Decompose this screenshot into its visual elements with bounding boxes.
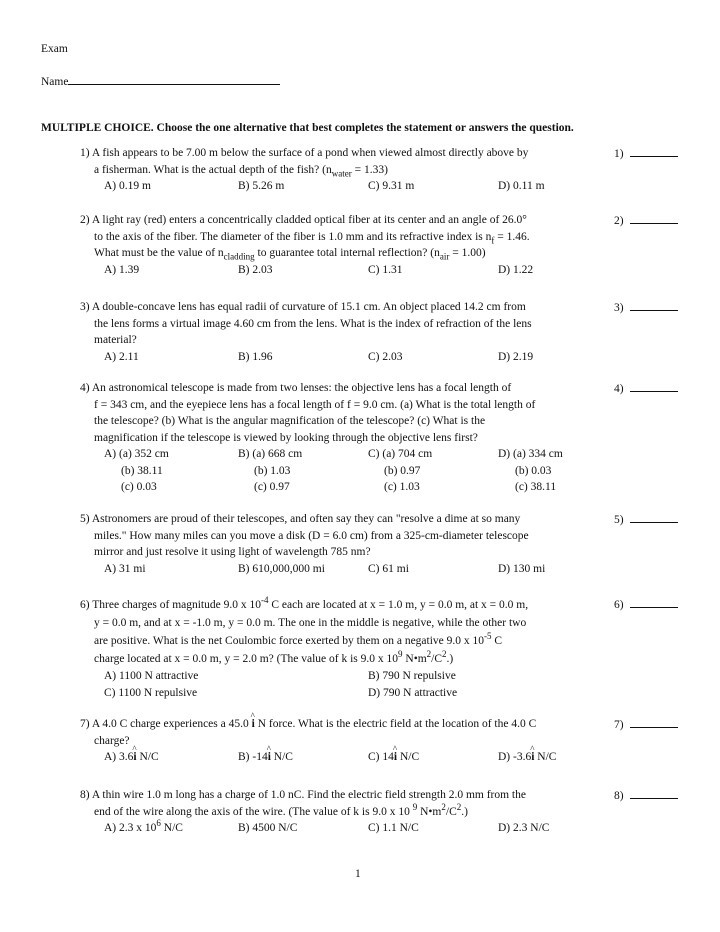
page-number: 1: [355, 868, 361, 880]
choice-d[interactable]: D) 0.11 m: [498, 180, 545, 192]
question-7: [80, 716, 600, 766]
question-8-text: 8) A thin wire 1.0 m long has a charge of 1.0 nC. Find the electric field strength 2.0 mm from the end of the wire along the axis of the wire. (The value of k is 9.0 x 10 $^9$ $N•m^2/C^2$.): [80, 789, 526, 818]
answer-blank-3[interactable]: 3): [614, 299, 678, 317]
choice-c[interactable]: C) 2.03: [368, 350, 403, 363]
instructions: MULTIPLE CHOICE. Choose the one alternative that best completes the statement or answers the question.: [41, 122, 574, 134]
choice-b[interactable]: B) 790 N repulsive: [368, 670, 456, 682]
choice-d[interactable]: D) 790 N attractive: [368, 686, 458, 699]
question-6: [80, 596, 600, 701]
choice-d[interactable]: D) 130 mi: [498, 562, 546, 575]
question-8-choices: [80, 820, 600, 837]
choice-d[interactable]: D) 1.22: [498, 263, 534, 276]
question-6-choices-row2: [80, 685, 600, 702]
choice-a[interactable]: A) 2.11: [104, 350, 139, 363]
question-8: [80, 787, 600, 837]
choice-c[interactable]: C) (a) 704 cm: [368, 448, 433, 460]
answer-blank-5[interactable]: 5): [614, 511, 678, 529]
question-6-text: 6) Three charges of magnitude 9.0 x $10^{-4}$ C each are located at x = 1.0 m, y = 0.0 m, at x = 0.0 m, y = 0.0 m, and at x = -1.0 m, y = 0.0 m. The one in the middle is negative, while the other two are positive. What is the net Coulombic force exerted by them on a negative 9.0 x $10^{-5}$ C charge located at x = 0.0 m, y = 2.0 m? (The value of k is 9.0 x $10^9$ $N•m^2/C^2$.): [80, 595, 529, 665]
question-4-choices: [80, 446, 600, 463]
choice-d[interactable]: D) 2.3 N/C: [498, 822, 550, 834]
question-2: [80, 212, 600, 278]
choice-a[interactable]: A) 31 mi: [104, 562, 146, 575]
question-3-text: 3) A double-concave lens has equal radii of curvature of 15.1 cm. An object placed 14.2 cm from the lens forms a virtual image 4.60 cm from the lens. What is the index of refraction of the lens material?: [80, 301, 532, 346]
name-label: Name: [41, 76, 69, 88]
question-1: [80, 145, 600, 195]
question-2-text: 2) A light ray (red) enters a concentrically cladded optical fiber at its center and an angle of 26.0° to the axis of the fiber. The diameter of the fiber is 1.0 mm and its refractive index is $n_f = 1.46$. What must be the value of $n_{cladding}$ to guarantee total internal reflection? $(n_{air} = 1.00)$: [80, 214, 530, 262]
question-7-choices: [80, 749, 600, 766]
choice-a[interactable]: A) 3.6^ i N/C: [104, 749, 159, 766]
choice-c[interactable]: C) 14^ i N/C: [368, 749, 419, 766]
question-4-sub-c: (c) 0.03 (c) 0.97 (c) 1.03 (c) 38.11: [121, 481, 557, 493]
choice-a[interactable]: A) 1.39: [104, 263, 140, 276]
choice-a[interactable]: A) (a) 352 cm: [104, 448, 169, 460]
choice-a[interactable]: A) 0.19 m: [104, 180, 151, 192]
answer-blank-4[interactable]: 4): [614, 380, 678, 398]
choice-c[interactable]: C) 61 mi: [368, 562, 409, 575]
choice-a[interactable]: A) 1100 N attractive: [104, 670, 199, 682]
choice-d[interactable]: D) (a) 334 cm: [498, 448, 563, 460]
choice-c[interactable]: C) 1100 N repulsive: [104, 686, 198, 699]
exam-title: Exam: [41, 43, 68, 55]
question-4-text: 4) An astronomical telescope is made from two lenses: the objective lens has a focal length of f = 343 cm, and the eyepiece lens has a focal length of f = 9.0 cm. (a) What is the total length of the telescope? (b) What is the angular magnification of the telescope? (c) What is the magnification if the telescope is viewed by looking through the objective lens first?: [80, 382, 536, 444]
choice-b[interactable]: B) 1.96: [238, 350, 273, 363]
question-3: [80, 299, 600, 365]
choice-a[interactable]: A) 2.3 x $10^6$ N/C: [104, 818, 183, 834]
question-5-choices: [80, 561, 600, 578]
choice-c[interactable]: C) 1.1 N/C: [368, 822, 419, 834]
question-4: [80, 380, 600, 496]
choice-c[interactable]: C) 9.31 m: [368, 180, 415, 192]
question-2-choices: [80, 262, 600, 279]
choice-b[interactable]: B) 2.03: [238, 263, 273, 276]
answer-blank-7[interactable]: 7): [614, 716, 678, 734]
question-3-choices: [80, 349, 600, 366]
choice-b[interactable]: B) -14^ i N/C: [238, 749, 293, 766]
choice-b[interactable]: B) 610,000,000 mi: [238, 562, 325, 575]
question-5: [80, 511, 600, 577]
answer-blank-6[interactable]: 6): [614, 596, 678, 614]
question-7-text: 7) A 4.0 C charge experiences a 45.0 ^ i N force. What is the electric field at the location of the 4.0 C charge?: [80, 716, 600, 749]
answer-blank-1[interactable]: 1): [614, 145, 678, 163]
unit-vector-i-icon: ^ i: [252, 716, 255, 733]
name-field[interactable]: [41, 72, 280, 91]
name-blank-line[interactable]: [68, 72, 280, 85]
question-4-sub-b: (b) 38.11 (b) 1.03 (b) 0.97 (b) 0.03: [121, 464, 552, 477]
answer-blank-2[interactable]: 2): [614, 212, 678, 230]
choice-b[interactable]: B) 4500 N/C: [238, 822, 298, 834]
choice-b[interactable]: B) (a) 668 cm: [238, 448, 303, 460]
choice-b[interactable]: B) 5.26 m: [238, 180, 285, 192]
choice-c[interactable]: C) 1.31: [368, 263, 403, 276]
choice-d[interactable]: D) -3.6^ i N/C: [498, 749, 556, 766]
question-1-text: 1) A fish appears to be 7.00 m below the surface of a pond when viewed almost directly above by a fisherman. What is the actual depth of the fish? $(n_{water} = 1.33)$: [80, 147, 529, 178]
question-6-choices-row1: [80, 668, 600, 685]
question-5-text: 5) Astronomers are proud of their telescopes, and often say they can "resolve a dime at so many miles." How many miles can you move a disk (D = 6.0 cm) from a 325-cm-diameter telescope mirror and just resolve it using light of wavelength 785 nm?: [80, 513, 529, 558]
choice-d[interactable]: D) 2.19: [498, 350, 534, 363]
answer-blank-8[interactable]: 8): [614, 787, 678, 805]
question-1-choices: [80, 178, 600, 195]
